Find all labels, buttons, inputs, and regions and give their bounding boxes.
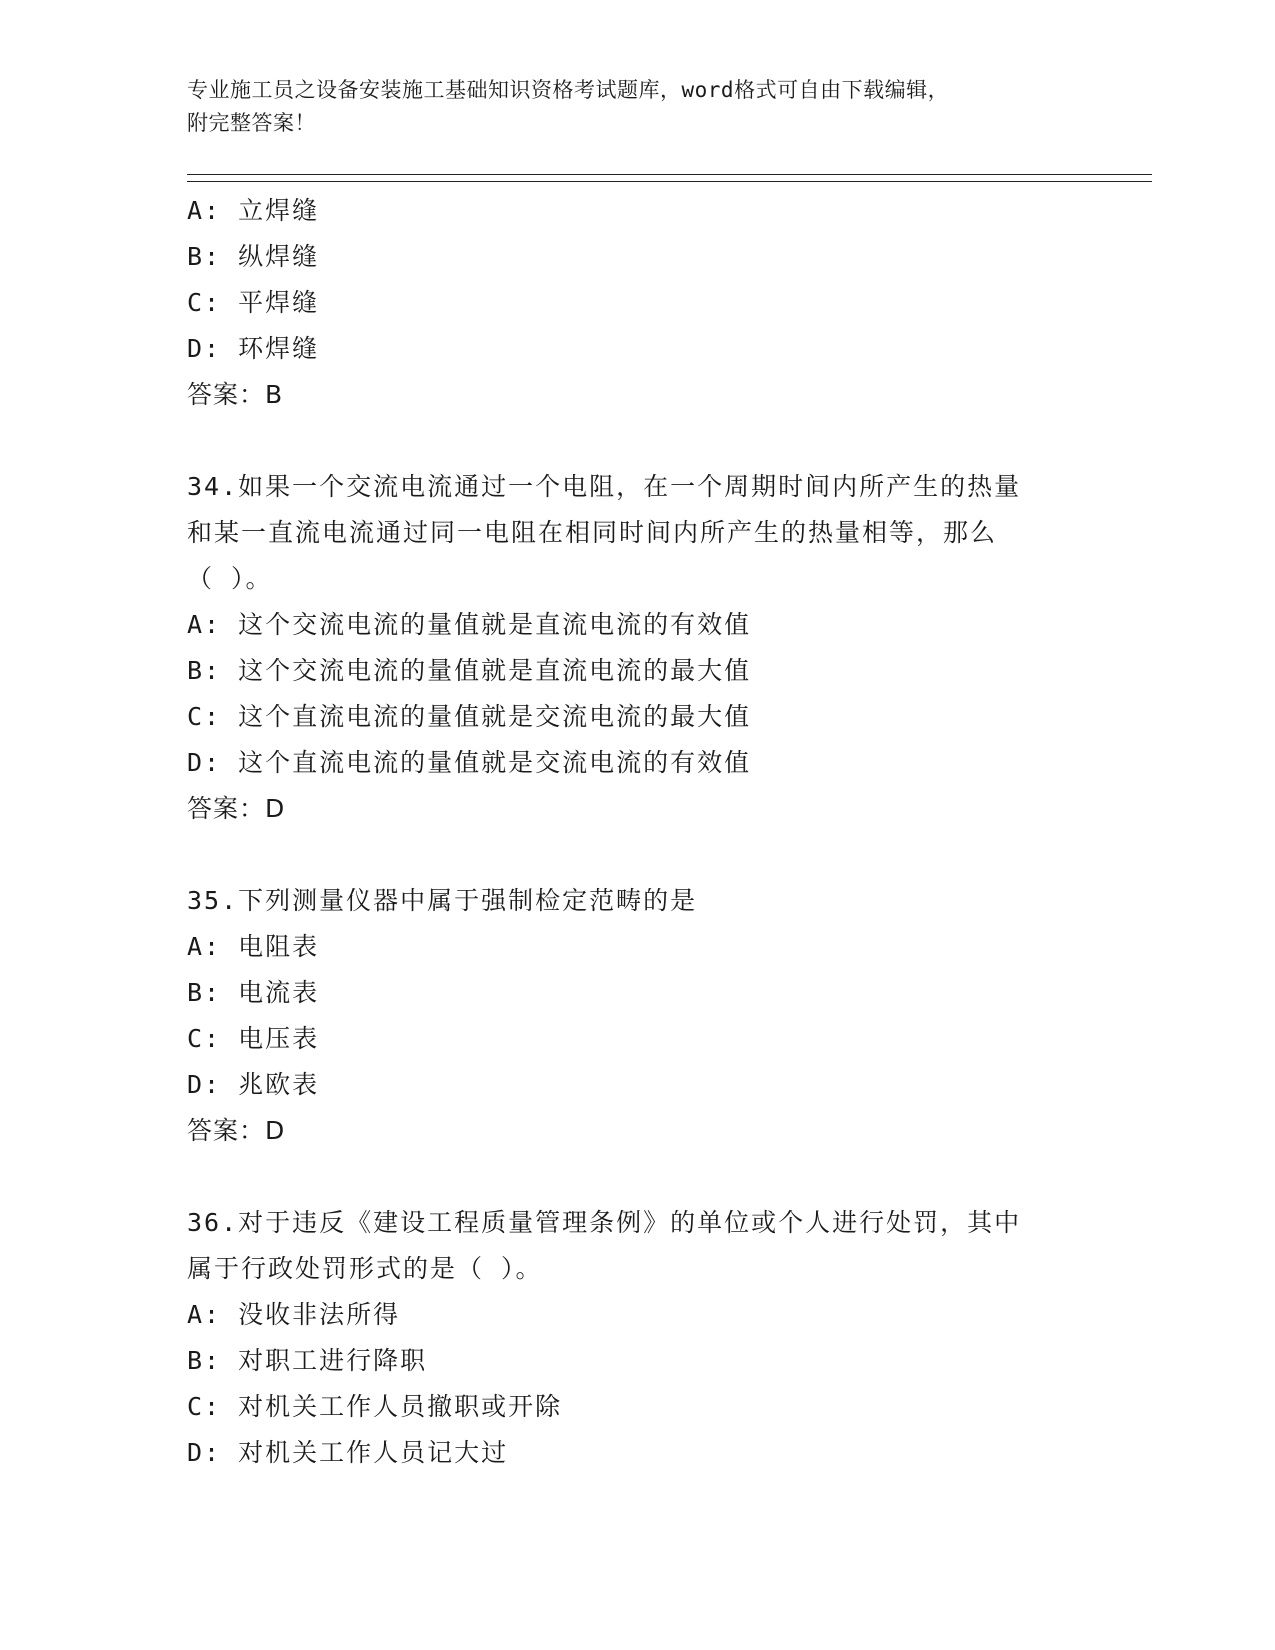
option-c: C: 这个直流电流的量值就是交流电流的最大值 (187, 702, 752, 731)
question-list (187, 188, 1087, 1476)
option-d: D: 兆欧表 (187, 1070, 320, 1099)
header-line-2: 附完整答案！ (187, 111, 316, 135)
question-stem: （ ）。 (187, 564, 273, 593)
option-a: A: 没收非法所得 (187, 1300, 401, 1329)
document-header (187, 74, 1087, 140)
option-b: B: 这个交流电流的量值就是直流电流的最大值 (187, 656, 752, 685)
option-d: D: 环焊缝 (187, 334, 320, 363)
question-35 (187, 878, 1087, 1154)
question-34 (187, 464, 1087, 832)
option-d: D: 这个直流电流的量值就是交流电流的有效值 (187, 748, 752, 777)
option-c: C: 平焊缝 (187, 288, 320, 317)
answer-line: 答案：B (187, 380, 284, 409)
option-c: C: 对机关工作人员撤职或开除 (187, 1392, 563, 1421)
question-36 (187, 1200, 1087, 1476)
option-b: B: 电流表 (187, 978, 320, 1007)
option-a: A: 这个交流电流的量值就是直流电流的有效值 (187, 610, 752, 639)
question-stem: 35.下列测量仪器中属于强制检定范畴的是 (187, 886, 698, 915)
question-spacer (187, 1154, 1087, 1200)
option-b: B: 对职工进行降职 (187, 1346, 428, 1375)
option-b: B: 纵焊缝 (187, 242, 320, 271)
question-spacer (187, 418, 1087, 464)
answer-line: 答案：D (187, 1116, 286, 1145)
question-stem: 36.对于违反《建设工程质量管理条例》的单位或个人进行处罚，其中 (187, 1208, 1022, 1237)
answer-line: 答案：D (187, 794, 286, 823)
header-divider-bottom (187, 181, 1152, 182)
question-stem: 属于行政处罚形式的是（ ）。 (187, 1254, 543, 1283)
option-c: C: 电压表 (187, 1024, 320, 1053)
question-stem: 34.如果一个交流电流通过一个电阻，在一个周期时间内所产生的热量 (187, 472, 1022, 501)
header-line-1: 专业施工员之设备安装施工基础知识资格考试题库，word格式可自由下载编辑， (187, 78, 950, 102)
question-spacer (187, 832, 1087, 878)
option-a: A: 立焊缝 (187, 196, 320, 225)
question-33 (187, 188, 1087, 418)
option-d: D: 对机关工作人员记大过 (187, 1438, 509, 1467)
question-stem: 和某一直流电流通过同一电阻在相同时间内所产生的热量相等，那么 (187, 518, 998, 547)
header-divider-top (187, 174, 1152, 175)
option-a: A: 电阻表 (187, 932, 320, 961)
